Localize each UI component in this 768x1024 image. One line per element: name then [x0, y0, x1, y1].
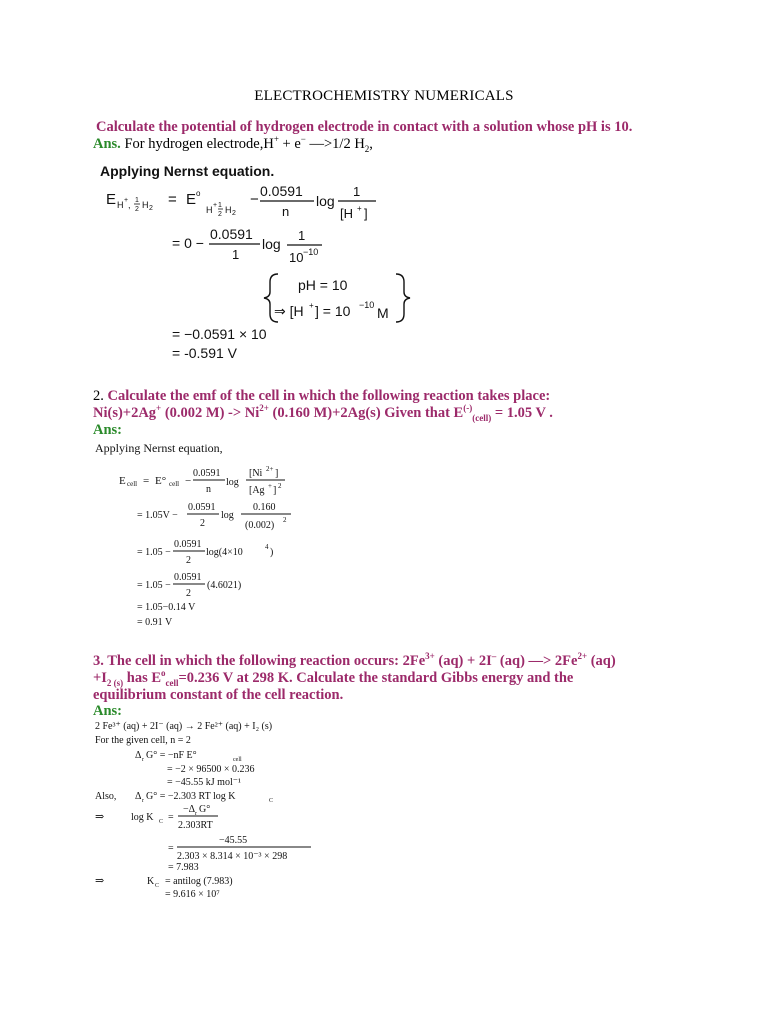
q2-solution	[95, 438, 325, 633]
q2-den1-close: ]	[273, 485, 277, 496]
q2-l2-den: (0.002)	[245, 520, 275, 531]
question-3-line-3: equilibrium constant of the cell reaction.	[93, 687, 344, 703]
q2-l3-lead: = 1.05 −	[137, 547, 171, 558]
q1-sol-heading: Applying Nernst equation.	[100, 163, 275, 179]
q2-line2-sup2: 2+	[259, 403, 269, 414]
q1-lhs-sub: H	[117, 200, 124, 210]
q2-l2-n: 2	[200, 518, 205, 529]
q1-lhs-h2-sub: 2	[149, 205, 153, 212]
q2-E-sub: cell	[127, 480, 138, 488]
q2-E: E	[119, 475, 126, 487]
q1-lhs-h2: H	[142, 200, 149, 210]
q3-r8eq: =	[168, 843, 174, 854]
q1-hplus-close: ]	[364, 206, 368, 221]
q2-line2-sub: (cell)	[472, 412, 492, 423]
q2-line2-c: (0.160 M)+2Ag(s) Given that E	[268, 405, 464, 421]
q2-l4-coef: 0.0591	[174, 572, 202, 583]
question-2: Calculate the emf of the cell in which the following reaction takes place:	[103, 388, 551, 404]
q2-l2-num: 0.160	[253, 502, 276, 513]
q2-line2-a: Ni(s)+2Ag	[93, 405, 157, 421]
question-2-line-1	[93, 388, 550, 405]
q3-solution	[93, 716, 323, 906]
q3-r7num: −Δ	[183, 804, 196, 815]
svg-text:1: 1	[218, 202, 222, 209]
q3-line1-a: The cell in which the following reaction occurs: 2Fe	[103, 653, 426, 669]
q3-r6c: r	[142, 798, 144, 804]
q3-r7num-sub: r	[195, 811, 197, 817]
q1-hplus-sup: +	[357, 204, 362, 213]
q3-r7num-b: G°	[199, 804, 211, 815]
q1-brace-l2a: ⇒ [H	[274, 303, 304, 319]
q1-l2-lead: = 0 −	[172, 235, 204, 251]
q1-l4: = -0.591 V	[172, 345, 237, 361]
q1-brace-l2-sup: +	[309, 301, 314, 310]
q2-line2-sup1: +	[156, 403, 162, 414]
q1-coef: 0.0591	[260, 183, 303, 199]
q2-num1-close: ]	[275, 468, 279, 479]
q1-l3: = −0.0591 × 10	[172, 326, 267, 342]
q1-brace-l2b: ] = 10	[315, 303, 351, 319]
q1-one: 1	[353, 184, 361, 199]
q3-r6e: C	[269, 798, 274, 804]
question-2-line-2	[93, 405, 553, 422]
q2-l4-n: 2	[186, 588, 191, 599]
q3-line2-b: has E	[123, 670, 162, 686]
q1-l2-exp: −10	[303, 247, 319, 257]
q2-l2-lead: = 1.05V −	[137, 510, 178, 521]
q2-line2-d: = 1.05 V .	[491, 405, 553, 421]
q2-num1-sup: 2+	[266, 465, 274, 473]
question-1: Calculate the potential of hydrogen electrode in contact with a solution whose pH is 10.	[96, 119, 633, 135]
q2-l4-lead: = 1.05 −	[137, 580, 171, 591]
q2-den1-sup: +	[268, 482, 272, 490]
q3-num: 3.	[93, 653, 104, 669]
q3-line2-a: +I	[93, 670, 107, 686]
q3-line1-sup3: 2+	[577, 651, 588, 662]
q2-num: 2.	[93, 388, 104, 404]
q1-ans-text-b: + e	[278, 136, 301, 152]
q1-answer-line: Ans. For hydrogen electrode,H+ + e− —>1/2 $H_2$,	[93, 134, 373, 154]
q2-l3-n: 2	[186, 555, 191, 566]
q1-E: E	[106, 191, 117, 208]
q3-r9: = 7.983	[168, 862, 199, 873]
q2-line2-sup3: (-)	[463, 403, 473, 414]
q3-r10b: K	[147, 876, 155, 887]
q2-num1: [Ni	[249, 468, 263, 479]
q1-l2-log: log	[262, 236, 281, 252]
q3-r7b: log K	[131, 812, 154, 823]
q3-line1-sup2: –	[491, 651, 497, 662]
q3-line2-c: =0.236 V at 298 K. Calculate the standard Gibbs energy and the	[178, 670, 574, 686]
q1-l2-den: 1	[232, 247, 240, 262]
q3-r10a: ⇒	[95, 875, 105, 887]
q1-l2-coef: 0.0591	[210, 226, 253, 242]
q1-minus: −	[250, 191, 259, 208]
q2-ans-label: Ans:	[93, 422, 123, 438]
q1-E0: E	[186, 191, 197, 208]
q1-rhs-h2-sub: 2	[232, 210, 236, 217]
q1-rhs-h2: H	[225, 205, 232, 215]
q1-solution	[100, 156, 430, 366]
q3-r7c: C	[159, 819, 164, 825]
q1-rhs-sub: H	[206, 205, 213, 215]
q1-brace-l1: pH = 10	[298, 277, 348, 293]
q3-r3d: cell	[233, 757, 242, 763]
q1-eq: =	[168, 191, 177, 208]
q1-ans-text-d: ,	[369, 136, 373, 152]
q3-line2-sub1: 2 (s)	[106, 677, 124, 688]
q3-r7a: ⇒	[95, 811, 105, 823]
q2-E0: E°	[155, 475, 167, 487]
q3-r5: = −45.55 kJ mol⁻¹	[167, 777, 242, 788]
q2-l3-exp: 4	[265, 543, 269, 551]
page-title: ELECTROCHEMISTRY NUMERICALS	[254, 88, 514, 104]
q2-n: n	[206, 484, 211, 495]
q3-r3b: r	[142, 757, 144, 763]
q3-r1: 2 Fe³⁺ (aq) + 2I⁻ (aq) → 2 Fe²⁺ (aq) + I₂ (s)	[95, 721, 273, 732]
q2-den1: [Ag	[249, 485, 265, 496]
q2-l6: = 0.91 V	[137, 617, 173, 628]
q2-sol-heading: Applying Nernst equation,	[95, 441, 223, 455]
q3-line1-b: (aq) + 2I	[434, 653, 492, 669]
question-3-line-1	[93, 653, 616, 670]
q2-eq: =	[143, 475, 150, 487]
q1-half-num: 1	[135, 197, 139, 204]
q2-l2-log: log	[221, 510, 234, 521]
q2-l3-close: )	[270, 547, 274, 558]
q1-n: n	[282, 204, 290, 219]
q3-r6a: Also,	[95, 791, 117, 802]
q2-coef: 0.0591	[193, 468, 221, 479]
q1-lhs-sup: +	[124, 197, 129, 204]
q3-ans-label: Ans:	[93, 703, 123, 719]
q1-l2-ten: 10	[289, 250, 304, 265]
q3-r7d: =	[168, 812, 174, 823]
q1-ans-text-c: —>1/2 H	[305, 136, 365, 152]
q3-r8num: −45.55	[219, 835, 248, 846]
q2-line2-b: (0.002 M) -> Ni	[161, 405, 260, 421]
q3-r8den: 2.303 × 8.314 × 10⁻³ × 298	[177, 851, 288, 862]
svg-text:2: 2	[218, 211, 222, 218]
q3-r10d: = antilog (7.983)	[165, 876, 233, 887]
q1-hplus: [H	[340, 206, 353, 221]
q1-deg: o	[196, 189, 201, 198]
q3-line1-d: (aq)	[587, 653, 616, 669]
q3-r3c: G° = −nF E°	[146, 750, 197, 761]
q1-ans-label: Ans.	[93, 136, 121, 152]
q2-l2-den-exp: 2	[283, 516, 287, 524]
q1-brace-l2-exp: −10	[359, 300, 375, 310]
q1-rhs-sup: +	[213, 202, 218, 209]
q2-l3-rest: log(4×10	[206, 547, 243, 558]
q2-l4-rest: (4.6021)	[207, 580, 242, 591]
q1-l2-num: 1	[298, 228, 306, 243]
q1-lhs-comma: ,	[128, 200, 131, 210]
question-3-line-2	[93, 670, 573, 687]
q3-line2-sup: o	[161, 668, 166, 679]
q2-minus: −	[185, 475, 192, 487]
q2-log: log	[226, 477, 239, 488]
q3-r11: = 9.616 × 10⁷	[165, 889, 220, 900]
q3-r2: For the given cell, n = 2	[95, 735, 191, 746]
q3-line1-c: (aq) —> 2Fe	[496, 653, 578, 669]
q3-r6d: G° = −2.303 RT log K	[146, 791, 236, 802]
q2-l5: = 1.05−0.14 V	[137, 602, 196, 613]
q1-log: log	[316, 193, 335, 209]
q3-line2-sub2: cell	[165, 677, 179, 688]
q1-ans-text-a: For hydrogen electrode,H	[120, 136, 274, 152]
q2-l3-coef: 0.0591	[174, 539, 202, 550]
q3-r7den: 2.303RT	[178, 820, 213, 831]
q1-brace-l2c: M	[377, 305, 389, 321]
q2-E0-sub: cell	[169, 480, 180, 488]
q3-r3a: Δ	[135, 750, 142, 761]
q3-r10c: C	[155, 883, 160, 889]
q3-line1-sup1: 3+	[425, 651, 435, 662]
q2-den1-exp: 2	[278, 482, 282, 490]
q3-r6b: Δ	[135, 791, 142, 802]
q1-half-den: 2	[135, 206, 139, 213]
q2-l2-coef: 0.0591	[188, 502, 216, 513]
q3-r4: = −2 × 96500 × 0.236	[167, 764, 255, 775]
